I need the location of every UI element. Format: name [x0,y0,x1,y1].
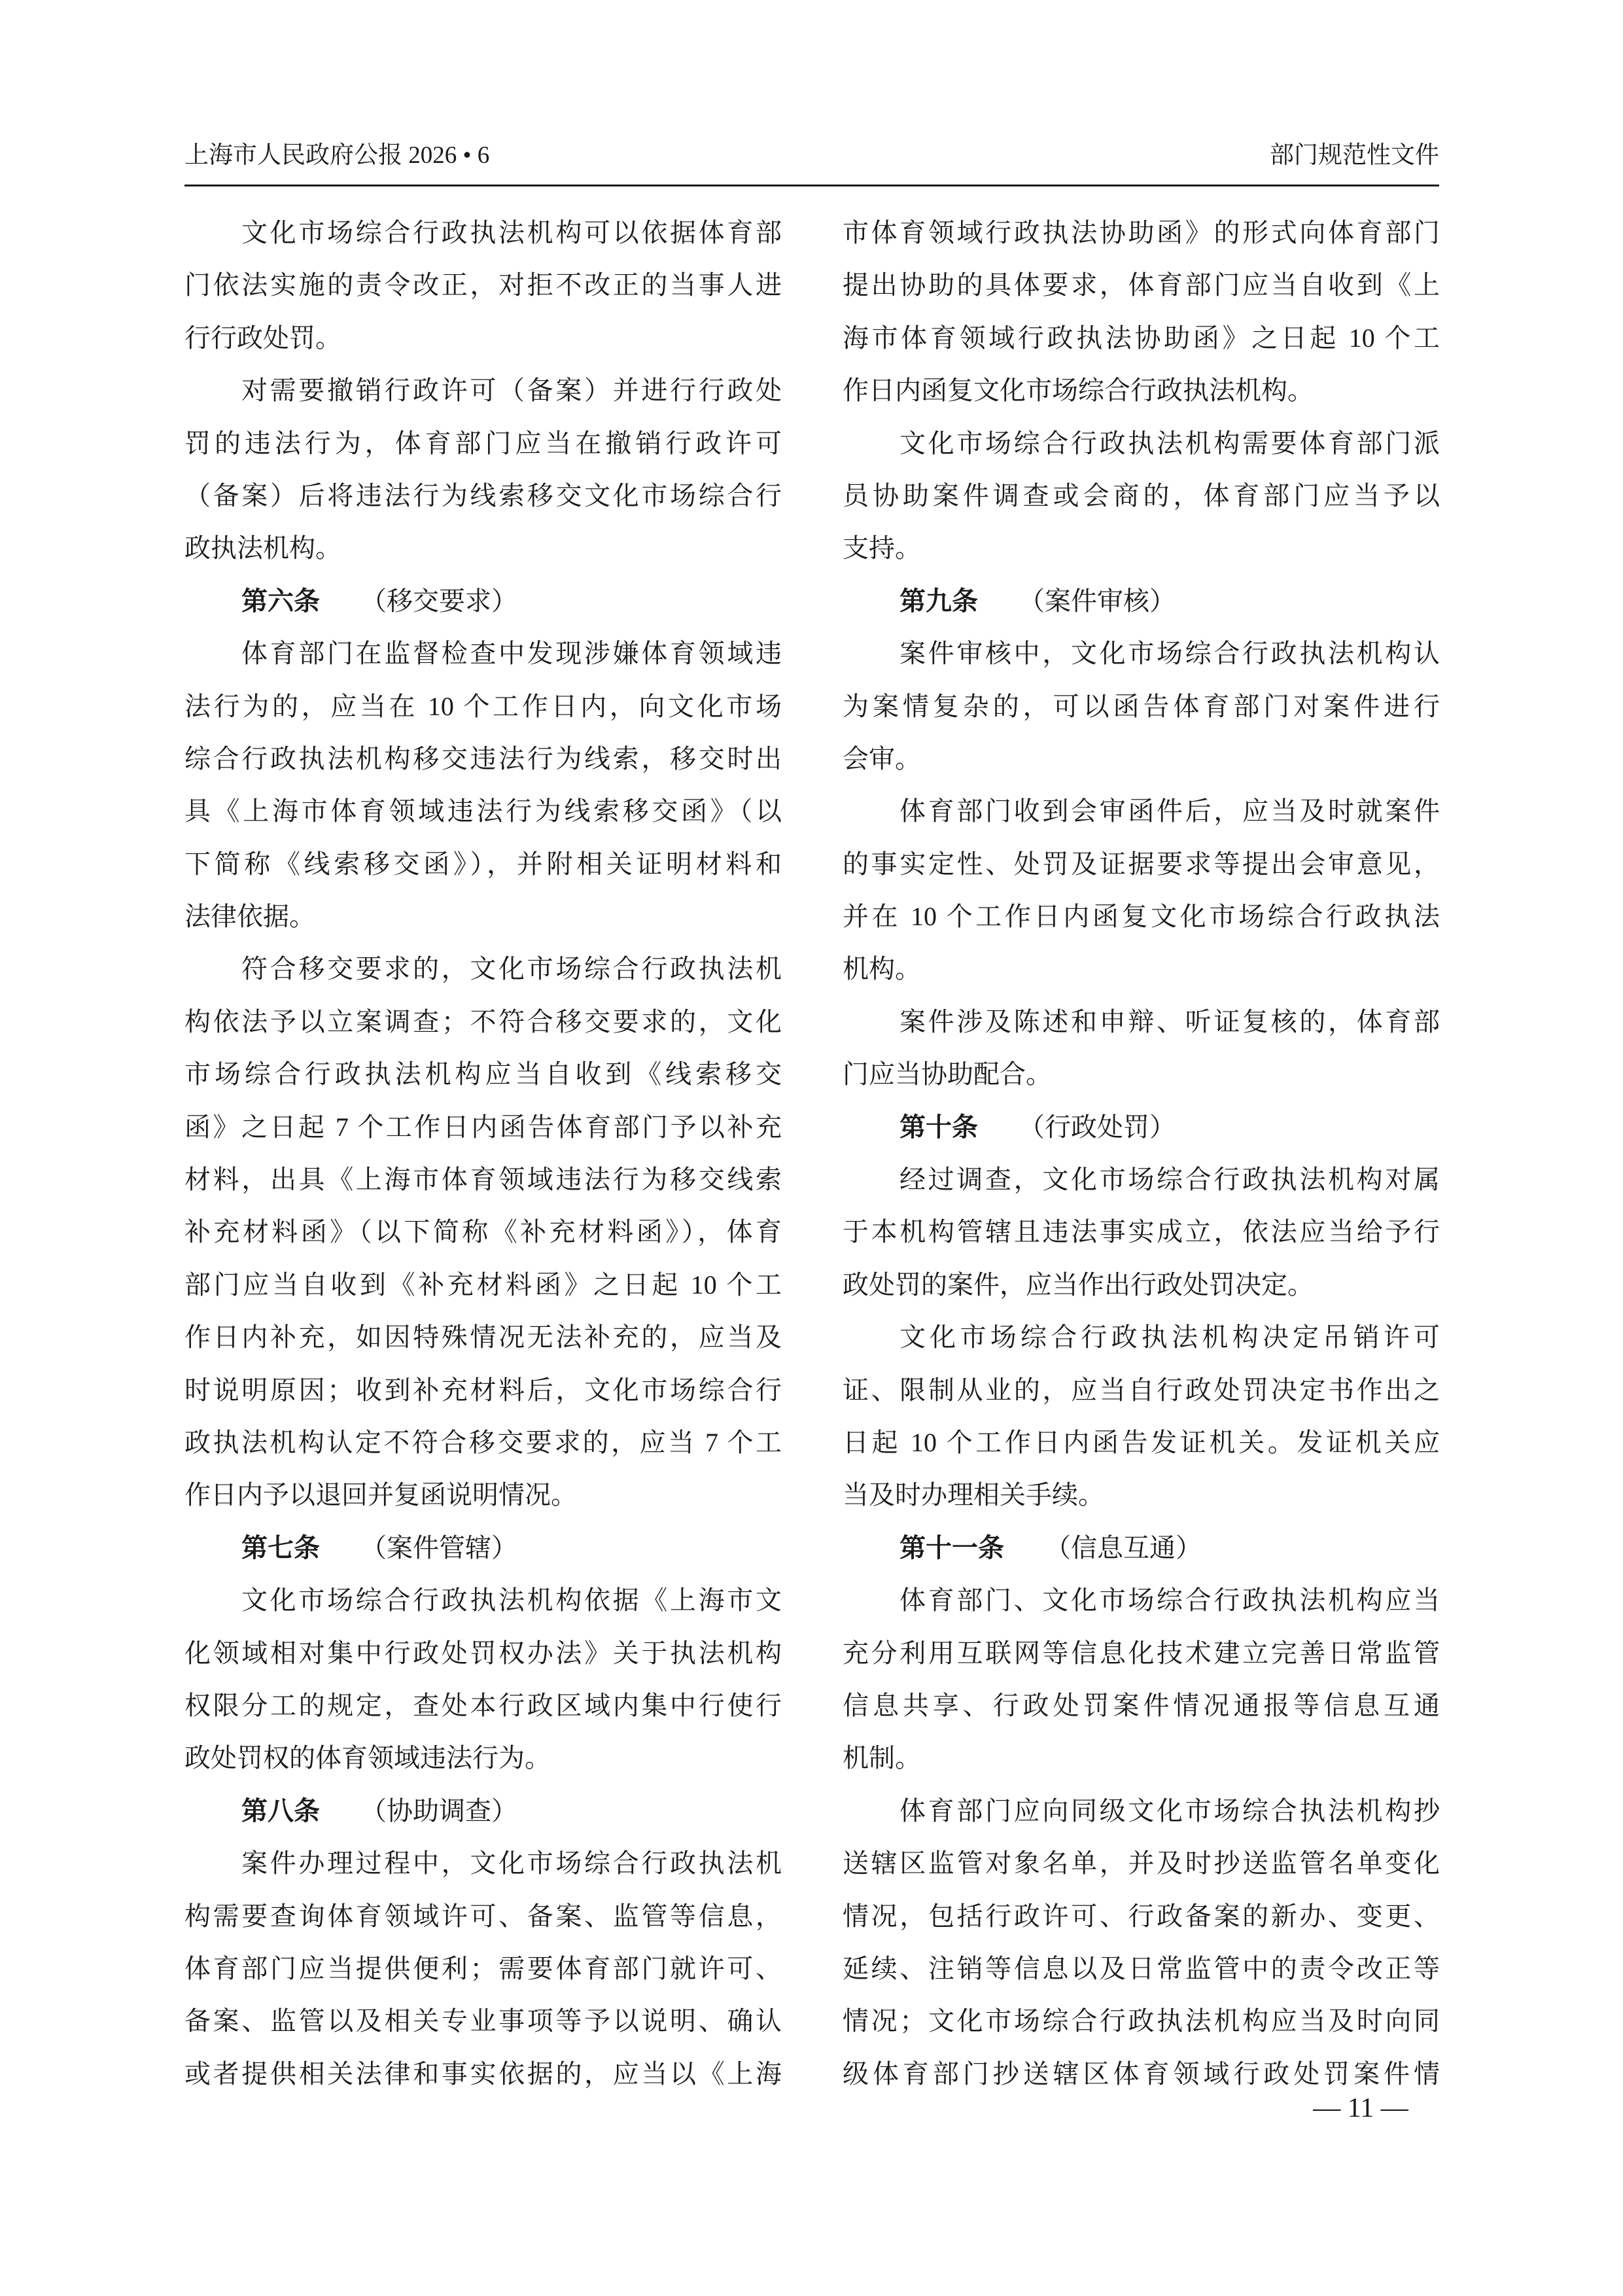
paragraph [843,1574,1440,1785]
article-heading [184,575,782,627]
paragraph [184,627,782,943]
text-line: 送辖区监管对象名单，并及时抄送监管名单变化 [843,1848,1440,1879]
text-line: 文化市场综合行政执法机构依据《上海市文 [241,1585,782,1616]
paragraph [184,207,782,364]
text-line: 经过调查，文化市场综合行政执法机构对属 [899,1165,1440,1195]
right-column [843,207,1440,2100]
article-heading [184,1522,782,1574]
paragraph [843,1311,1440,1522]
text-line: 会审。 [843,743,921,773]
publication-title: 上海市人民政府公报 2026 • 6 [184,142,490,169]
text-line: 符合移交要求的，文化市场综合行政执法机 [241,954,782,984]
page-number: — 11 — [1313,2093,1408,2123]
text-line: 门应当协助配合。 [843,1059,1052,1089]
article-title: （案件审核） [1019,586,1176,616]
text-line: 材料，出具《上海市体育领域违法行为移交线索 [184,1165,782,1195]
paragraph [843,1785,1440,2100]
text-line: 案件办理过程中，文化市场综合行政执法机 [241,1848,782,1879]
text-line: 支持。 [843,533,921,563]
article-number: 第七条 [241,1532,320,1563]
text-line: 体育部门、文化市场综合行政执法机构应当 [899,1585,1440,1616]
text-line: 具《上海市体育领域违法行为线索移交函》（以 [184,796,782,826]
text-line: 权限分工的规定，查处本行政区域内集中行使行 [184,1690,782,1720]
text-line: 构需要查询体育领域许可、备案、监管等信息， [184,1901,782,1931]
text-line: 提出协助的具体要求，体育部门应当自收到《上 [843,270,1440,300]
paragraph [184,364,782,575]
text-line: 为案情复杂的，可以函告体育部门对案件进行 [843,691,1440,721]
text-line: 情况，包括行政许可、行政备案的新办、变更、 [843,1901,1440,1931]
text-line: 体育部门在监督检查中发现涉嫌体育领域违 [241,639,782,669]
text-line: 于本机构管辖且违法事实成立，依法应当给予行 [843,1217,1440,1247]
text-line: 级体育部门抄送辖区体育领域行政处罚案件情 [843,2058,1440,2089]
text-line: 化领域相对集中行政处罚权办法》关于执法机构 [184,1638,782,1668]
text-line: 政执法机构认定不符合移交要求的，应当 7 个工 [184,1427,782,1457]
text-line: 案件审核中，文化市场综合行政执法机构认 [899,639,1440,669]
text-line: 门依法实施的责令改正，对拒不改正的当事人进 [184,270,782,300]
paragraph [843,417,1440,575]
section-title: 部门规范性文件 [1270,142,1439,169]
text-line: 综合行政执法机构移交违法行为线索，移交时出 [184,743,782,773]
paragraph [843,785,1440,996]
text-line: 证、限制从业的，应当自行政处罚决定书作出之 [843,1375,1440,1405]
text-line: 文化市场综合行政执法机构可以依据体育部 [241,218,782,247]
paragraph [843,207,1440,417]
text-line: 时说明原因；收到补充材料后，文化市场综合行 [184,1375,782,1405]
text-line: 员协助案件调查或会商的，体育部门应当予以 [843,480,1440,510]
article-heading [184,1785,782,1837]
article-title: （移交要求） [360,586,517,616]
text-line: 政处罚的案件，应当作出行政处罚决定。 [843,1269,1314,1299]
text-line: 体育部门应当提供便利；需要体育部门就许可、 [184,1953,782,1983]
text-line: 法行为的，应当在 10 个工作日内，向文化市场 [184,691,782,721]
text-line: （备案）后将违法行为线索移交文化市场综合行 [184,480,782,510]
article-heading [843,575,1440,627]
text-line: 案件涉及陈述和申辩、听证复核的，体育部 [899,1006,1440,1036]
text-line: 市体育领域行政执法协助函》的形式向体育部门 [843,218,1440,247]
article-title: （信息互通） [1045,1532,1202,1563]
text-line: 或者提供相关法律和事实依据的，应当以《上海 [184,2058,782,2089]
text-line: 下简称《线索移交函》），并附相关证明材料和 [184,849,782,879]
paragraph [843,627,1440,785]
text-line: 机构。 [843,954,921,984]
text-line: 部门应当自收到《补充材料函》之日起 10 个工 [184,1269,782,1299]
text-line: 函》之日起 7 个工作日内函告体育部门予以补充 [184,1112,782,1142]
article-number: 第六条 [241,586,320,616]
article-title: （案件管辖） [360,1532,517,1563]
text-line: 补充材料函》（以下简称《补充材料函》），体育 [184,1217,782,1247]
text-line: 市场综合行政执法机构应当自收到《线索移交 [184,1059,782,1089]
text-line: 政执法机构。 [184,533,341,563]
article-heading [843,1522,1440,1574]
text-line: 海市体育领域行政执法协助函》之日起 10 个工 [843,323,1440,353]
text-line: 体育部门收到会审函件后，应当及时就案件 [899,796,1440,826]
text-line: 罚的违法行为，体育部门应当在撤销行政许可 [184,428,782,458]
text-line: 当及时办理相关手续。 [843,1480,1104,1510]
text-line: 作日内补充，如因特殊情况无法补充的，应当及 [184,1322,782,1352]
text-line: 的事实定性、处罚及证据要求等提出会审意见， [843,849,1440,879]
header-rule [184,185,1439,186]
article-number: 第十一条 [899,1532,1004,1563]
text-line: 情况；文化市场综合行政执法机构应当及时向同 [843,2006,1440,2036]
text-line: 备案、监管以及相关专业事项等予以说明、确认 [184,2006,782,2036]
text-line: 充分利用互联网等信息化技术建立完善日常监管 [843,1638,1440,1668]
text-line: 机制。 [843,1743,921,1773]
article-number: 第八条 [241,1795,320,1826]
paragraph [184,1837,782,2100]
text-line: 法律依据。 [184,902,315,932]
text-line: 信息共享、行政处罚案件情况通报等信息互通 [843,1690,1440,1720]
text-line: 延续、注销等信息以及日常监管中的责令改正等 [843,1953,1440,1983]
text-line: 并在 10 个工作日内函复文化市场综合行政执法 [843,902,1440,932]
text-line: 文化市场综合行政执法机构决定吊销许可 [899,1322,1440,1352]
paragraph [184,1574,782,1785]
text-line: 政处罚权的体育领域违法行为。 [184,1743,551,1773]
text-line: 日起 10 个工作日内函告发证机关。发证机关应 [843,1427,1440,1457]
text-line: 行行政处罚。 [184,323,341,353]
text-line: 构依法予以立案调查；不符合移交要求的，文化 [184,1006,782,1036]
text-line: 作日内予以退回并复函说明情况。 [184,1480,577,1510]
article-number: 第十条 [899,1112,978,1142]
article-number: 第九条 [899,586,978,616]
paragraph [843,1154,1440,1311]
text-line: 文化市场综合行政执法机构需要体育部门派 [899,428,1440,458]
text-line: 作日内函复文化市场综合行政执法机构。 [843,376,1314,406]
article-title: （行政处罚） [1019,1112,1176,1142]
article-heading [843,1101,1440,1154]
text-line: 体育部门应向同级文化市场综合执法机构抄 [899,1795,1440,1826]
paragraph [843,996,1440,1101]
left-column [184,207,782,2100]
article-title: （协助调查） [360,1795,517,1826]
paragraph [184,943,782,1521]
text-line: 对需要撤销行政许可（备案）并进行行政处 [241,376,782,406]
